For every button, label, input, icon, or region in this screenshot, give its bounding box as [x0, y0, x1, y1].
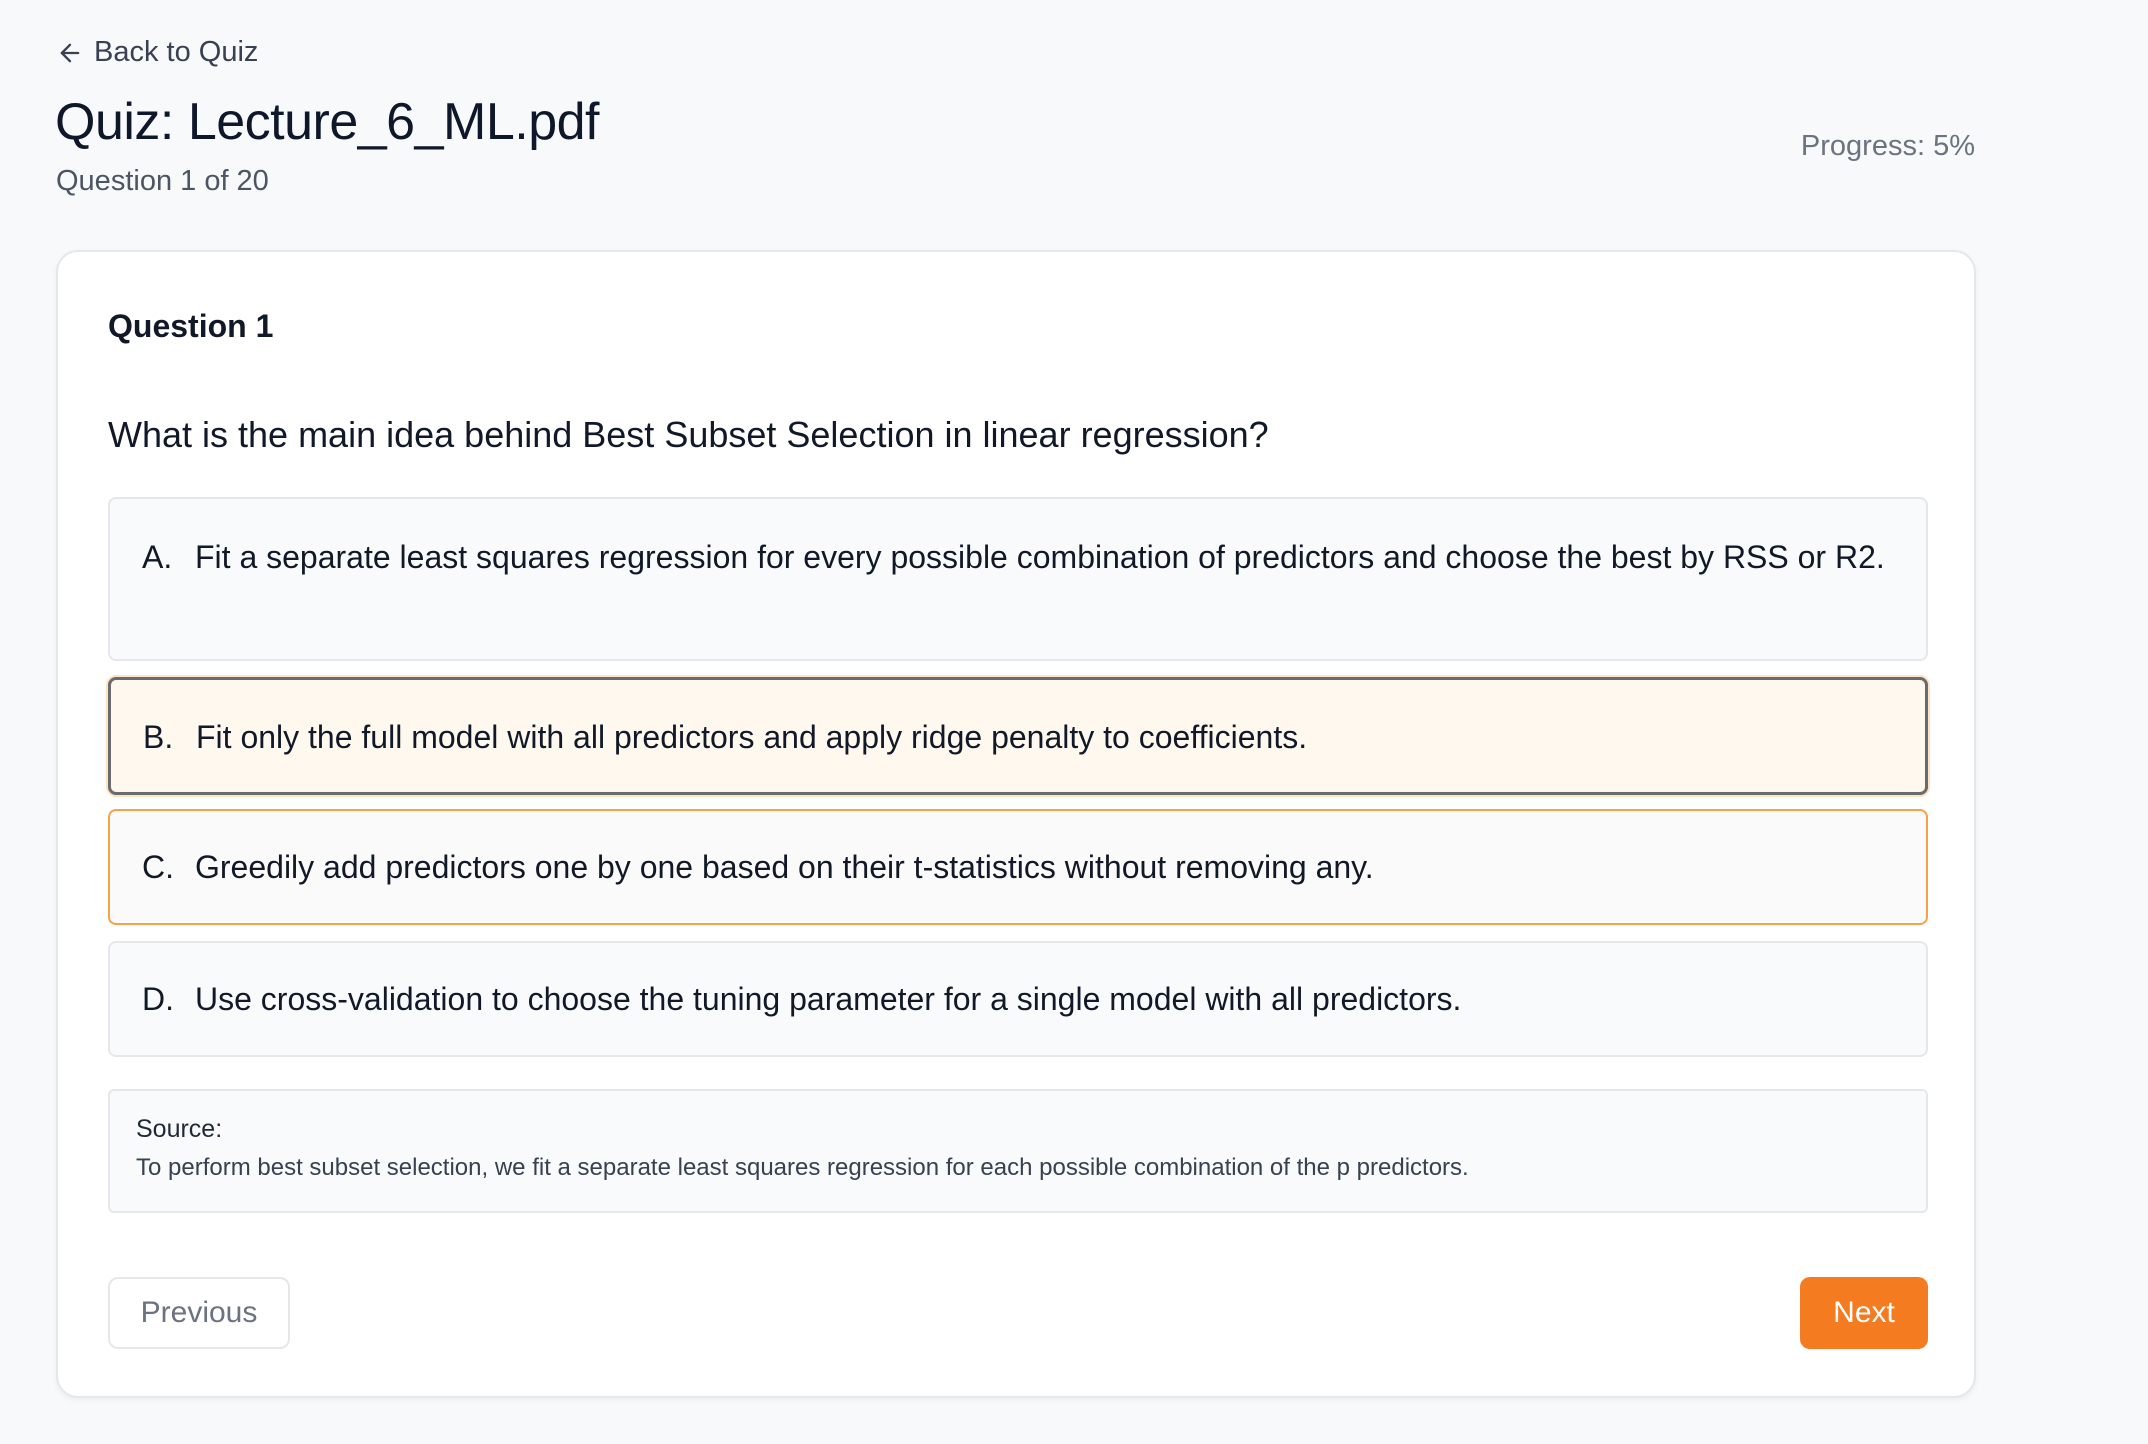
option-d[interactable]	[108, 941, 1928, 1057]
previous-button[interactable]: Previous	[108, 1277, 290, 1349]
option-text: Fit a separate least squares regression for every possible combination of predictors and choose the best by RSS or R2.	[195, 539, 1885, 575]
option-c[interactable]	[108, 809, 1928, 925]
question-counter: Question 1 of 20	[56, 165, 269, 197]
question-text: What is the main idea behind Best Subset Selection in linear regression?	[108, 414, 1269, 455]
back-to-quiz-link[interactable]	[56, 36, 258, 69]
source-label: Source:	[136, 1115, 223, 1143]
next-button[interactable]: Next	[1800, 1277, 1928, 1349]
question-label: Question 1	[108, 308, 274, 344]
progress-indicator: Progress: 5%	[1800, 130, 1975, 162]
option-letter: D.	[142, 981, 174, 1017]
option-letter: C.	[142, 849, 174, 885]
option-letter: A.	[142, 539, 173, 575]
back-to-quiz-label: Back to Quiz	[94, 36, 259, 68]
option-a[interactable]	[108, 497, 1928, 661]
page-title: Quiz: Lecture_6_ML.pdf	[55, 93, 599, 151]
source-text: To perform best subset selection, we fit a separate least squares regression for each possible combination of the p predictors.	[136, 1154, 1469, 1181]
option-text: Use cross-validation to choose the tuning parameter for a single model with all predictors.	[195, 981, 1462, 1017]
arrow-left-icon	[56, 39, 84, 67]
question-card	[56, 250, 1976, 1398]
option-letter: B.	[143, 719, 174, 755]
option-b[interactable]	[108, 677, 1928, 795]
source-box	[108, 1089, 1928, 1213]
option-text: Greedily add predictors one by one based on their t-statistics without removing any.	[195, 849, 1374, 885]
option-text: Fit only the full model with all predictors and apply ridge penalty to coefficients.	[196, 719, 1308, 755]
